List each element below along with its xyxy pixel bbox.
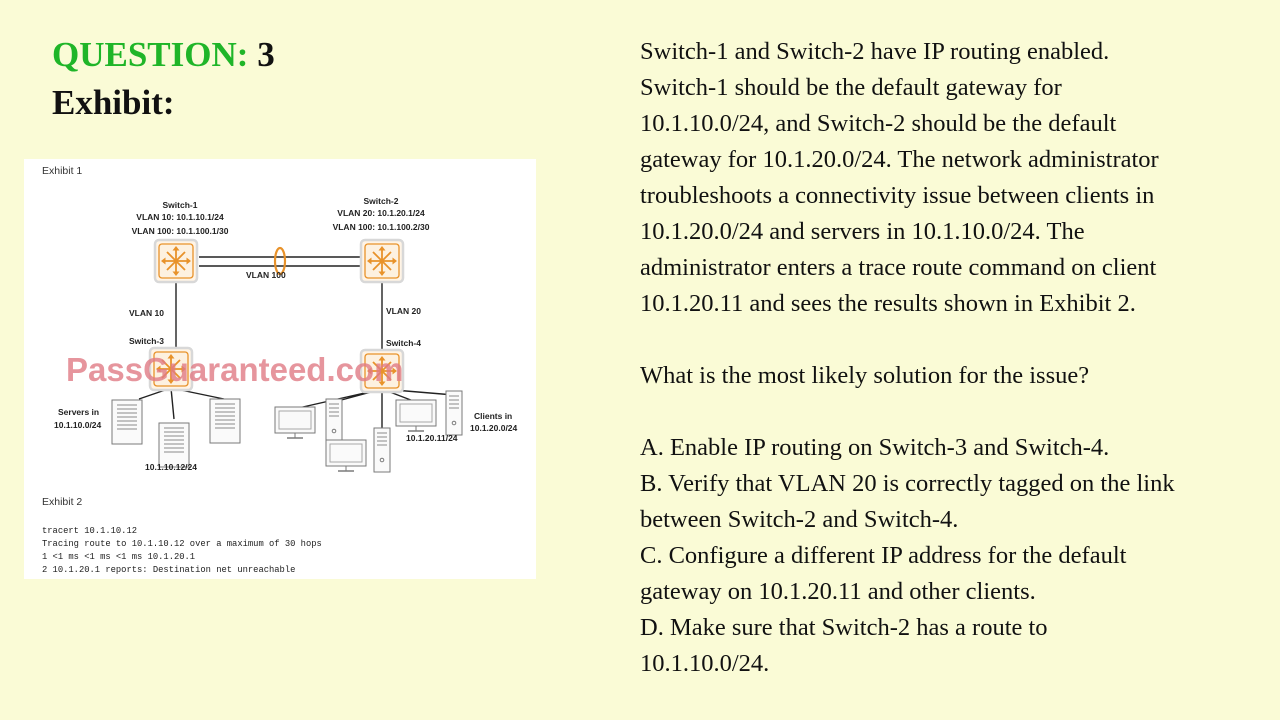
watermark: PassGuaranteed.com — [66, 351, 404, 388]
server-icon — [159, 423, 189, 467]
server-icon — [112, 400, 142, 444]
vlan100-label: VLAN 100 — [246, 270, 286, 280]
switch2-icon — [361, 240, 403, 282]
question-line: 10.1.20.0/24 and servers in 10.1.10.0/24. The — [640, 218, 1085, 245]
switch2-name: Switch-2 — [363, 196, 399, 206]
exhibit2-title: Exhibit 2 — [42, 496, 83, 508]
servers-label-line2: 10.1.10.0/24 — [54, 420, 102, 430]
option-c-cont: gateway on 10.1.20.11 and other clients. — [640, 578, 1036, 605]
option-d: D. Make sure that Switch-2 has a route to — [640, 614, 1048, 641]
monitor-icon — [396, 400, 436, 431]
question-prompt: What is the most likely solution for the issue? — [640, 362, 1090, 389]
question-number: 3 — [257, 35, 275, 74]
link-vlan100 — [199, 257, 361, 266]
question-body — [640, 34, 1250, 682]
option-a: A. Enable IP routing on Switch-3 and Switch-4. — [640, 434, 1110, 461]
switch1-icon — [155, 240, 197, 282]
tracert-command: tracert 10.1.10.12 — [42, 526, 138, 536]
question-line: gateway for 10.1.20.0/24. The network administrator — [640, 146, 1159, 173]
option-b-cont: between Switch-2 and Switch-4. — [640, 506, 959, 533]
question-line: 10.1.10.0/24, and Switch-2 should be the default — [640, 110, 1117, 137]
question-label: QUESTION: — [52, 35, 249, 74]
tracert-hop2: 2 10.1.20.1 reports: Destination net unreachable — [42, 565, 296, 575]
server-ip-label: 10.1.10.12/24 — [145, 462, 197, 472]
question-heading — [52, 34, 275, 76]
computer-tower-icon — [326, 399, 342, 443]
switch2-vlan20: VLAN 20: 10.1.20.1/24 — [337, 208, 425, 218]
switch1-vlan10: VLAN 10: 10.1.10.1/24 — [136, 212, 224, 222]
question-line: troubleshoots a connectivity issue between clients in — [640, 182, 1155, 209]
switch3-name: Switch-3 — [129, 336, 164, 346]
question-line: Switch-1 and Switch-2 have IP routing enabled. — [640, 38, 1110, 65]
servers-label-line1: Servers in — [58, 407, 100, 417]
option-d-cont: 10.1.10.0/24. — [640, 650, 770, 677]
question-line: administrator enters a trace route command on client — [640, 254, 1157, 281]
monitor-icon — [326, 440, 366, 471]
clients-label-line2: 10.1.20.0/24 — [470, 423, 518, 433]
switch1-name: Switch-1 — [162, 200, 198, 210]
vlan10-label: VLAN 10 — [129, 308, 164, 318]
option-b: B. Verify that VLAN 20 is correctly tagged on the link — [640, 470, 1175, 497]
client-ip-label: 10.1.20.11/24 — [406, 433, 458, 443]
clients-label-line1: Clients in — [474, 411, 513, 421]
exhibit-heading: Exhibit: — [52, 83, 175, 122]
tracert-hop1: 1 <1 ms <1 ms <1 ms 10.1.20.1 — [42, 552, 196, 562]
option-c: C. Configure a different IP address for the default — [640, 542, 1127, 569]
monitor-icon — [275, 407, 315, 438]
exhibit1-title: Exhibit 1 — [42, 165, 83, 177]
switch1-vlan100: VLAN 100: 10.1.100.1/30 — [131, 226, 229, 236]
computer-tower-icon — [446, 391, 462, 435]
server-icon — [210, 399, 240, 443]
vlan20-label: VLAN 20 — [386, 306, 421, 316]
question-line: 10.1.20.11 and sees the results shown in Exhibit 2. — [640, 290, 1136, 317]
exhibit-image — [24, 159, 536, 579]
question-line: Switch-1 should be the default gateway for — [640, 74, 1062, 101]
switch4-name: Switch-4 — [386, 338, 421, 348]
computer-tower-icon — [374, 428, 390, 472]
switch2-vlan100: VLAN 100: 10.1.100.2/30 — [332, 222, 430, 232]
tracert-header: Tracing route to 10.1.10.12 over a maximum of 30 hops — [42, 539, 322, 549]
